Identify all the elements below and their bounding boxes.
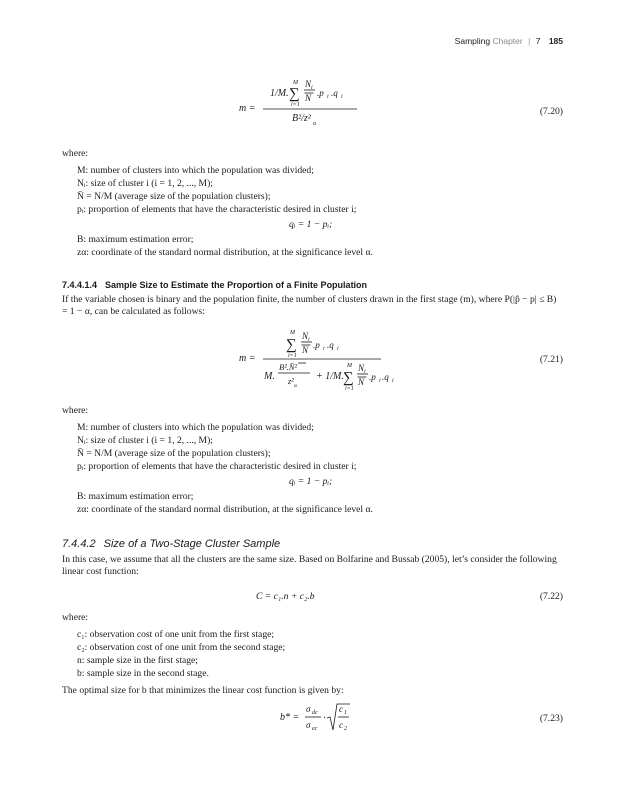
def-1-m: M: number of clusters into which the population was divided; [77,165,314,176]
def-2-z: zα: coordinate of the standard normal distribution, at the significance level α. [77,504,373,515]
section-number: 7.4.4.2 [62,538,96,550]
eq-7-20-term-sub-2: i [341,94,343,100]
eq-7-21-den-term-mid: .q [382,372,389,382]
eq-7-21-den-term-sub-1: i [379,378,381,384]
eq-7-21-den-frac-num: B².N̄² [279,362,298,372]
running-head-separator: | [528,36,531,46]
eq-7-21-frac-den: N [302,345,309,355]
eq-7-23-lhs: b* = [280,712,300,723]
def-3-c2: c₂: observation cost of one unit from the second stage; [77,642,286,653]
def-2-b: B: maximum estimation error; [77,491,194,502]
eq-7-23-dot: · [323,713,327,724]
def-3-b: b: sample size in the second stage. [77,668,209,679]
eq-7-21-frac-num: N [302,331,309,341]
def-1-qi: qᵢ = 1 − pᵢ; [289,219,333,230]
eq-7-20-label: (7.20) [539,106,563,117]
equation-7-23 [280,700,380,740]
eq-7-21-den-sum-upper: M [347,363,352,369]
def-1-pi: pᵢ: proportion of elements that have the characteristic desired in cluster i; [77,204,357,215]
eq-7-21-frac-num-sub: i [308,337,310,343]
eq-7-20-term: .p [317,88,324,98]
eq-7-20-denominator-sub: α [313,121,317,127]
def-1-ni: Nᵢ: size of cluster i (i = 1, 2, ..., M); [77,178,213,189]
eq-7-22-label: (7.22) [539,591,563,602]
eq-7-20-term-sub-1: i [327,94,329,100]
eq-7-20-term-mid: .q [331,88,338,98]
eq-7-20-sum-lower: i=1 [291,102,300,108]
eq-7-21-den-frac-den: z² [288,376,294,386]
eq-7-21-den-inner-num-sub: i [364,369,366,375]
def-1-nbar: N̄ = N/M (average size of the population clusters); [77,191,271,202]
eq-7-21-term: .p [313,340,320,350]
eq-7-20-sum-upper: M [293,80,298,86]
running-head-chapter-number: 7 [535,36,541,46]
def-3-n: n: sample size in the first stage; [77,655,198,666]
equation-7-22: C = c₁.n + c₂.b [256,591,315,602]
eq-7-23-root-den-sub: 2 [344,726,347,732]
def-2-ni: Nᵢ: size of cluster i (i = 1, 2, ..., M); [77,435,213,446]
eq-7-21-term-mid: .q [327,340,334,350]
def-1-b: B: maximum estimation error; [77,234,194,245]
running-head-chapter-label: Chapter [492,36,523,46]
eq-7-21-lhs: m = [239,353,256,364]
paragraph-3: The optimal size for b that minimizes the linear cost function is given by: [62,685,344,696]
eq-7-20-numerator-prefix: 1/M. [270,88,289,99]
page-number: 185 [548,36,563,46]
eq-7-23-sigma-den: σ [306,720,311,730]
eq-7-23-sigma-num-sub: dc [312,710,318,716]
where-1: where: [62,148,89,159]
eq-7-21-den-term-sub-2: i [392,378,394,384]
def-1-z: zα: coordinate of the standard normal distribution, at the significance level α. [77,247,373,258]
eq-7-21-sum-sign: ∑ [286,337,297,353]
eq-7-20-frac-den: N [305,93,312,103]
eq-7-23-root-num: c [339,704,343,714]
eq-7-23-root-den: c [339,720,343,730]
eq-7-20-denominator: B²/z² [292,113,311,124]
def-2-qi: qᵢ = 1 − pᵢ; [289,476,333,487]
eq-7-21-den-inner-num: N [358,363,365,373]
def-2-nbar: N̄ = N/M (average size of the population clusters); [77,448,271,459]
eq-7-21-den-sum-lower: i=1 [345,386,354,392]
eq-7-23-sigma-num: σ [306,704,311,714]
eq-7-21-label: (7.21) [539,354,563,365]
eq-7-21-sum-lower: i=1 [288,353,297,359]
eq-7-21-term-sub-2: i [337,346,339,352]
eq-7-20-frac-num: N [305,79,312,89]
eq-7-23-label: (7.23) [539,713,563,724]
section-heading [62,538,280,550]
eq-7-21-den-sum-sign: ∑ [343,370,354,386]
eq-7-21-den-m: M. [264,371,275,382]
eq-7-21-den-term: .p [369,372,376,382]
eq-7-20-sum-sign: ∑ [289,86,300,102]
subsection-number: 7.4.4.1.4 [62,280,98,290]
def-2-m: M: number of clusters into which the population was divided; [77,422,314,433]
def-2-pi: pᵢ: proportion of elements that have the characteristic desired in cluster i; [77,461,357,472]
running-head-section: Sampling [454,36,491,46]
equation-7-21 [225,327,395,397]
equation-7-20 [225,76,395,136]
def-3-c1: c₁: observation cost of one unit from the first stage; [77,629,275,640]
subsection-heading [62,280,367,290]
where-2: where: [62,405,89,416]
paragraph-1: If the variable chosen is binary and the population finite, the number of clusters drawn in the first stage (m), where P(|p̂ − p| ≤ B) = 1 − α, can be calculated as follows: [62,294,557,317]
eq-7-23-sigma-den-sub: ec [312,726,318,732]
paragraph-2: In this case, we assume that all the clusters are the same size. Based on Bolfarine and Bussab (2005), let’s consider the following linear cost function: [62,554,557,577]
where-3: where: [62,612,89,623]
eq-7-21-den-frac-den-sub: α [294,383,297,389]
eq-7-23-root-num-sub: 1 [344,710,347,716]
eq-7-20-lhs: m = [239,103,256,114]
section-title: Size of a Two-Stage Cluster Sample [103,538,281,550]
eq-7-21-term-sub-1: i [323,346,325,352]
subsection-title: Sample Size to Estimate the Proportion of a Finite Population [105,280,368,290]
eq-7-20-frac-num-sub: i [311,85,313,91]
eq-7-21-sum-upper: M [290,330,295,336]
eq-7-21-den-inner-den: N [358,377,365,387]
running-head [455,36,563,46]
eq-7-21-den-plus: + 1/M. [316,371,344,382]
